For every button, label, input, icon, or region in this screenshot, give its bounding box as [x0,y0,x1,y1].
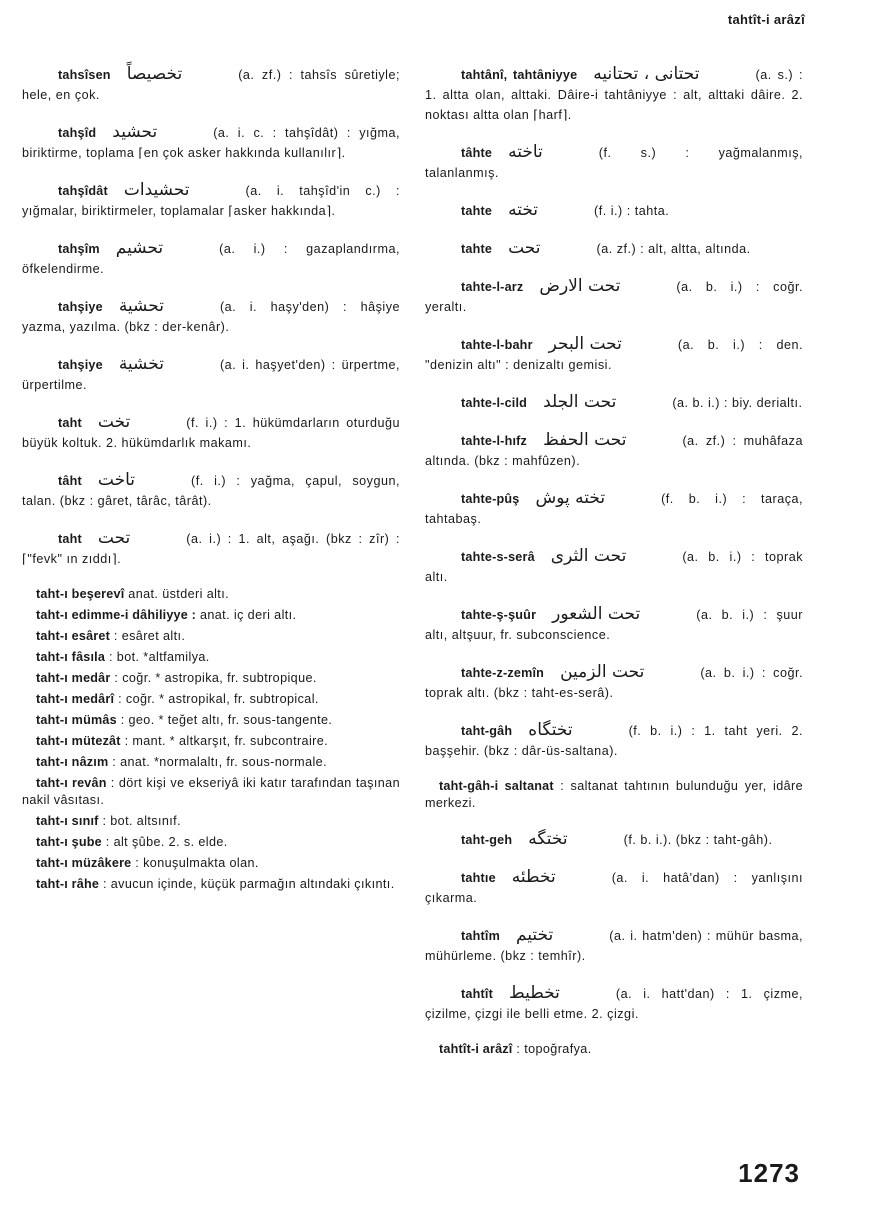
dictionary-entry [22,733,400,750]
arabic-script: تخطیط [508,983,560,1003]
page-number: 1273 [738,1158,800,1188]
headword: tahşîd [58,126,97,140]
headword: taht-ı revân [36,776,107,790]
arabic-script: تحت البحر [548,334,622,354]
headword: tâhte [461,146,493,160]
headword: tahte-l-cild [461,396,528,410]
arabic-script: تحتانی ، تحتانیه [593,64,700,84]
definition-text: : coğr. * astropika, fr. subtropique. [114,671,317,685]
arabic-script: تحت الثری [550,546,627,566]
definition-text: : topoğrafya. [516,1042,592,1056]
headword: tahtît-i arâzî [439,1042,513,1056]
arabic-script: تحت الزمین [560,662,645,682]
headword: tahşîm [58,242,100,256]
headword: tahşiye [58,300,103,314]
definition-text: (f. i.) : yağma, çapul, soygun, talan. (bkz : gâret, târâc, târât). [22,474,400,508]
arabic-script: تاخته [508,142,543,162]
headword: tâht [58,474,82,488]
dictionary-entry [22,122,400,163]
headword: taht-ı mümâs [36,713,117,727]
arabic-script: تحت [508,238,541,258]
headword: tahtânî, tahtâniyye [461,68,578,82]
dictionary-entry [22,754,400,771]
headword: taht-ı edimme-i dâhiliyye : [36,608,197,622]
dictionary-entry [425,662,803,703]
definition-text: : konuşulmakta olan. [135,856,259,870]
dictionary-entry [425,720,803,761]
arabic-script: تحشيد [112,122,158,142]
headword: taht-ı râhe [36,877,100,891]
arabic-script: تحت الحفظ [543,430,627,450]
arabic-script: تخشية [118,354,164,374]
headword: tahtît [461,987,493,1001]
headword: taht-geh [461,833,513,847]
definition-text: : bot. altsınıf. [102,814,181,828]
definition-text: anat. üstderi altı. [128,587,230,601]
headword: tahte [461,242,493,256]
headword: tahte-z-zemîn [461,666,545,680]
definition-text: (a. b. i.) : coğr. yeraltı. [425,280,803,314]
dictionary-entry [425,867,803,908]
definition-text: (a. i.) : 1. alt, aşağı. (bkz : zîr) : ⌈"fevk" ın zıddı⌉. [22,532,400,566]
dictionary-entry [425,778,803,812]
definition-text: (f. i.) : 1. hükümdarların oturduğu büyük koltuk. 2. hükümdarlık makamı. [22,416,400,450]
definition-text: (f. b. i.). (bkz : taht-gâh). [623,833,773,847]
definition-text: (a. b. i.) : coğr. toprak altı. (bkz : taht-es-serâ). [425,666,803,700]
headword: taht-ı mütezât [36,734,121,748]
headword: tahte-l-arz [461,280,524,294]
dictionary-entry [22,670,400,687]
dictionary-entry [22,855,400,872]
arabic-script: تخت [97,412,131,432]
headword: taht-ı fâsıla [36,650,106,664]
definition-text: (a. i. hatâ'dan) : yanlışını çıkarma. [425,871,803,905]
left-column [22,64,400,897]
definition-text: (a. b. i.) : den. "denizin altı" : denizaltı gemisi. [425,338,803,372]
definition-text: anat. iç deri altı. [199,608,297,622]
arabic-script: تخطئه [511,867,556,887]
headword: taht [58,416,82,430]
headword: taht-gâh-i saltanat [439,779,554,793]
headword: taht [58,532,82,546]
definition-text: (a. i. c. : tahşîdât) : yığma, biriktirme, toplama ⌈en çok asker hakkında kullanılır⌉. [22,126,400,160]
definition-text: (a. i. haşy'den) : hâşiye yazma, yazılma. (bkz : der-kenâr). [22,300,400,334]
dictionary-entry [425,430,803,471]
headword: taht-ı müzâkere [36,856,132,870]
definition-text: : dört kişi ve ekseriyâ iki katır tarafından taşınan nakil vâsıtası. [22,776,400,807]
definition-text: (a. b. i.) : biy. derialtı. [672,396,803,410]
definition-text: (a. i. hatm'den) : mühür basma, mühürleme. (bkz : temhîr). [425,929,803,963]
arabic-script: تختگه [528,829,568,849]
definition-text: : alt şûbe. 2. s. elde. [105,835,228,849]
dictionary-entry [425,488,803,529]
headword: taht-gâh [461,724,513,738]
headword: tahşiye [58,358,103,372]
definition-text: (f. s.) : yağmalanmış, talanlanmış. [425,146,803,180]
dictionary-entry [22,649,400,666]
arabic-script: تختیم [515,925,554,945]
dictionary-entry [22,586,400,603]
definition-text: (a. b. i.) : toprak altı. [425,550,803,584]
arabic-script: تحت الارض [539,276,621,296]
dictionary-entry [425,392,803,413]
definition-text: : coğr. * astropikal, fr. subtropical. [118,692,319,706]
dictionary-entry [22,876,400,893]
arabic-script: تحشيدات [123,180,190,200]
headword: taht-ı esâret [36,629,110,643]
dictionary-entry [425,829,803,850]
headword: tahte-ş-şuûr [461,608,537,622]
dictionary-entry [425,604,803,645]
definition-text: : geo. * teğet altı, fr. sous-tangente. [120,713,333,727]
dictionary-entry [22,296,400,337]
arabic-script: تحت الشعور [552,604,641,624]
dictionary-entry [22,412,400,453]
dictionary-entry [22,528,400,569]
definition-text: (f. b. i.) : taraça, tahtabaş. [425,492,803,526]
headword: tahtıe [461,871,496,885]
definition-text: : esâret altı. [113,629,186,643]
dictionary-entry [22,607,400,624]
headword: tahtîm [461,929,500,943]
dictionary-entry [425,546,803,587]
headword: tahte-l-bahr [461,338,533,352]
definition-text: (a. i. hatt'dan) : 1. çizme, çizilme, çizgi ile belli etme. 2. çizgi. [425,987,803,1021]
definition-text: (a. i.) : gazaplandırma, öfkelendirme. [22,242,400,276]
definition-text: (a. zf.) : alt, altta, altında. [596,242,751,256]
arabic-script: تختگاه [528,720,573,740]
dictionary-entry [22,691,400,708]
headword: taht-ı beşerevî [36,587,125,601]
arabic-script: تحشيم [115,238,164,258]
dictionary-entry [22,628,400,645]
arabic-script: تحت [97,528,131,548]
dictionary-entry [22,64,400,105]
dictionary-entry [425,276,803,317]
dictionary-entry [425,64,803,125]
definition-text: (f. i.) : tahta. [594,204,670,218]
dictionary-entry [425,334,803,375]
dictionary-entry [22,180,400,221]
definition-text: : anat. *normalaltı, fr. sous-normale. [112,755,327,769]
headword: taht-ı nâzım [36,755,109,769]
dictionary-entry [22,813,400,830]
running-header: tahtît-i arâzî [727,12,805,27]
dictionary-entry [22,775,400,809]
dictionary-entry [425,1041,803,1058]
arabic-script: تحشية [118,296,164,316]
dictionary-entry [22,470,400,511]
dictionary-entry [425,200,803,221]
dictionary-entry [22,712,400,729]
definition-text: (a. i. haşyet'den) : ürpertme, ürpertilme. [22,358,400,392]
definition-text: (a. i. tahşîd'in c.) : yığmalar, biriktirmeler, toplamalar ⌈asker hakkında⌉. [22,184,400,218]
dictionary-entry [425,142,803,183]
definition-text: (f. b. i.) : 1. taht yeri. 2. başşehir. (bkz : dâr-üs-saltana). [425,724,803,758]
definition-text: (a. s.) : 1. altta olan, alttaki. Dâire-i tahtâniyye : alt, alttaki dâire. 2. noktası altta olan ⌈harf⌉. [425,68,804,122]
headword: tahte-l-hıfz [461,434,528,448]
headword: taht-ı medâr [36,671,111,685]
headword: tahsîsen [58,68,111,82]
arabic-script: تخته [508,200,539,220]
headword: tahte-pûş [461,492,520,506]
definition-text: (a. b. i.) : şuur altı, altşuur, fr. subconscience. [425,608,803,642]
dictionary-entry [22,354,400,395]
definition-text: : avucun içinde, küçük parmağın altındaki çıkıntı. [102,877,395,891]
definition-text: : mant. * altkarşıt, fr. subcontraire. [124,734,329,748]
arabic-script: تخته پوش [535,488,606,508]
headword: tahte [461,204,493,218]
right-column [425,64,803,1062]
dictionary-entry [425,925,803,966]
dictionary-entry [425,238,803,259]
arabic-script: تخصيصاً [126,64,183,84]
arabic-script: تاخت [97,470,136,490]
headword: taht-ı sınıf [36,814,99,828]
dictionary-entry [22,238,400,279]
headword: tahşîdât [58,184,108,198]
definition-text: (a. zf.) : muhâfaza altında. (bkz : mahfûzen). [425,434,803,468]
headword: tahte-s-serâ [461,550,535,564]
definition-text: : saltanat tahtının bulunduğu yer, idâre merkezi. [425,779,804,810]
dictionary-entry [22,834,400,851]
dictionary-entry [425,983,803,1024]
definition-text: (a. zf.) : tahsîs sûretiyle; hele, en çok. [22,68,400,102]
definition-text: : bot. *altfamilya. [109,650,210,664]
headword: taht-ı şube [36,835,102,849]
arabic-script: تحت الجلد [543,392,617,412]
headword: taht-ı medârî [36,692,115,706]
